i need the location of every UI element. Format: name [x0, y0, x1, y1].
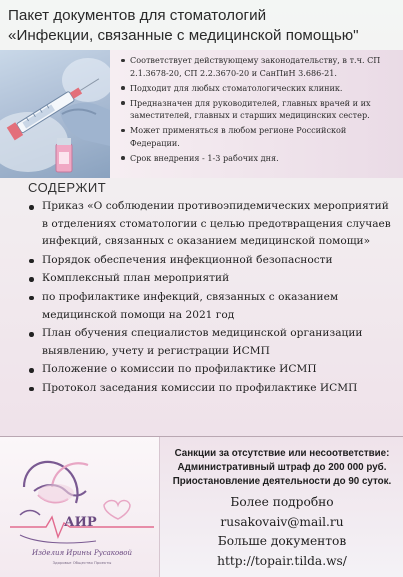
list-item: План обучения специалистов медицинской организации выявлению, учету и регистрации ИСМП — [24, 325, 396, 360]
contents-section — [24, 198, 396, 399]
more-info-label: Более подробно — [230, 495, 334, 509]
syringe-photo — [0, 50, 110, 178]
fact-item: Срок внедрения - 1-3 рабочих дня. — [120, 152, 395, 165]
brand-logo — [0, 437, 160, 577]
contents-list — [24, 198, 396, 398]
more-docs-label: Больше документов — [217, 534, 347, 548]
contacts-block — [164, 493, 400, 571]
email-link[interactable]: rusakovaiv@mail.ru — [220, 514, 344, 529]
list-item: Порядок обеспечения инфекционной безопасности — [24, 252, 396, 270]
website-link[interactable]: http://topair.tilda.ws/ — [217, 553, 347, 568]
list-item: по профилактике инфекций, связанных с оказанием медицинской помощи на 2021 год — [24, 289, 396, 324]
list-item: Протокол заседания комиссии по профилактике ИСМП — [24, 380, 396, 398]
footer — [0, 437, 403, 577]
sanctions-block — [164, 447, 400, 489]
fact-item: Может применяться в любом регионе Российской Федерации. — [120, 124, 395, 149]
handshake-logo-icon — [6, 445, 154, 549]
hero-banner — [0, 50, 403, 178]
footer-info — [160, 437, 403, 577]
logo-brand-text: АИР — [64, 515, 97, 530]
contents-heading: СОДЕРЖИТ — [28, 180, 107, 195]
page-title — [8, 6, 398, 46]
list-item: Комплексный план мероприятий — [24, 270, 396, 288]
logo-caption: Изделия Ирины Русаковой — [31, 549, 132, 557]
fact-item: Предназначен для руководителей, главных врачей и их заместителей, главных и старших медицинских сестер. — [120, 97, 395, 122]
list-item: Положение о комиссии по профилактике ИСМП — [24, 361, 396, 379]
sanctions-line-3: Приостановление деятельности до 90 суток. — [172, 476, 392, 487]
list-item: Приказ «О соблюдении противоэпидемических мероприятий в отделениях стоматологии с целью предотвращения случаев инфекций, связанных с оказанием медицинской помощи» — [24, 198, 396, 251]
title-line-2: «Инфекции, связанные с медицинской помощью" — [8, 27, 359, 44]
fact-item: Подходит для любых стоматологических клиник. — [120, 82, 395, 95]
fact-item: Соответствует действующему законодательству, в т.ч. СП 2.1.3678-20, СП 2.2.3670-20 и СанПиН 3.686-21. — [120, 54, 395, 79]
syringe-illustration-icon — [0, 50, 110, 178]
facts-panel — [110, 50, 403, 178]
facts-list — [120, 54, 395, 164]
sanctions-line-2: Административный штраф до 200 000 руб. — [177, 462, 387, 473]
title-line-1: Пакет документов для стоматологий — [8, 7, 267, 24]
logo-subcaption: Здоровье Общество Проекты — [52, 560, 112, 565]
sanctions-line-1: Санкции за отсутствие или несоответствие: — [174, 448, 390, 459]
